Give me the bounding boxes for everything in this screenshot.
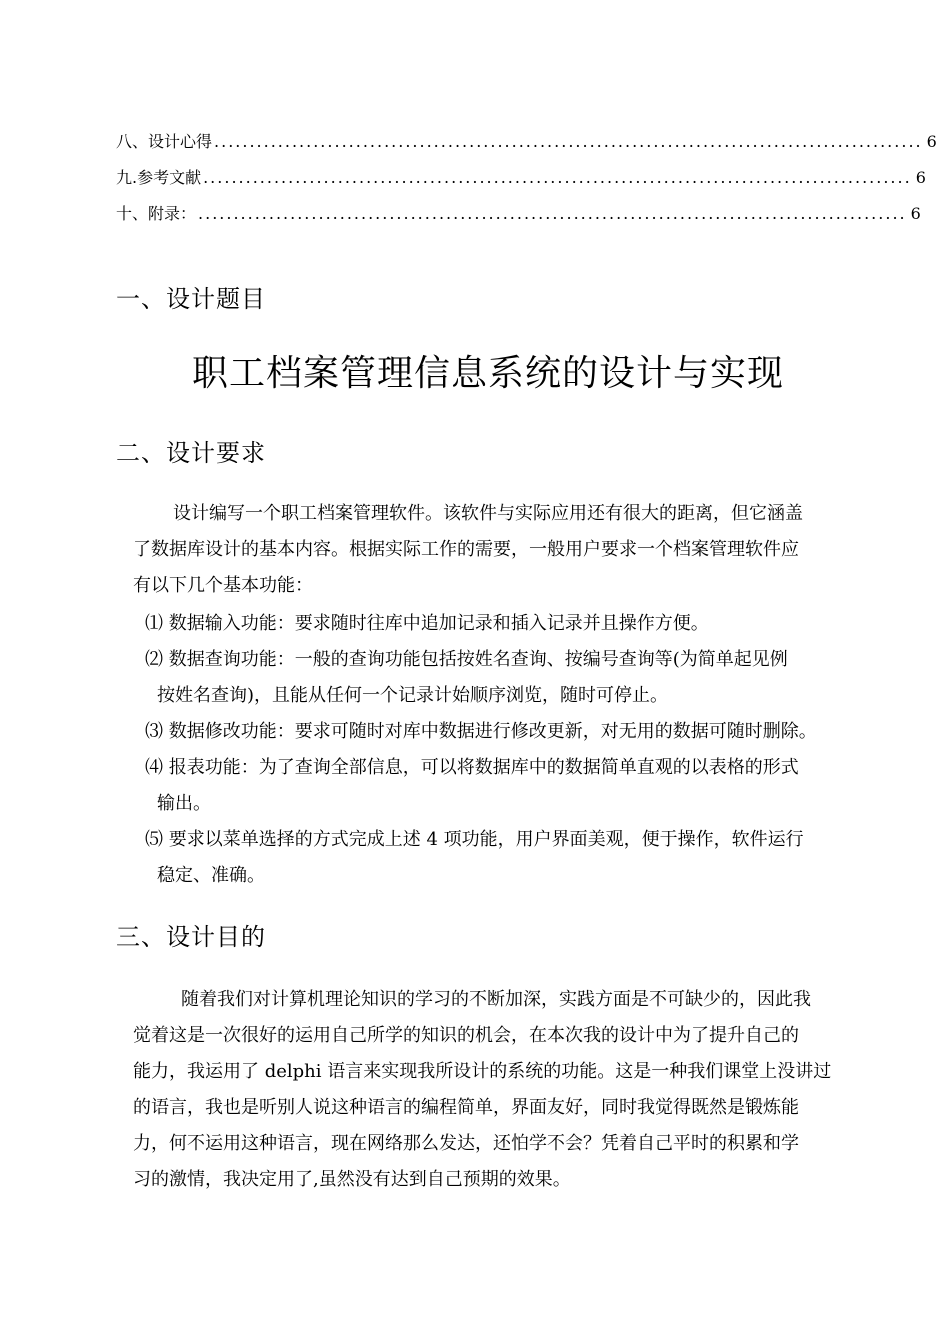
paragraph-line: 觉着这是一次很好的运用自己所学的知识的机会，在本次我的设计中为了提升自己的 [133, 1025, 799, 1046]
list-item-line: 输出。 [157, 793, 211, 814]
toc-entry-title: 十、附录： [116, 204, 197, 223]
list-item-line: 按姓名查询)，且能从任何一个记录计始顺序浏览，随时可停止。 [157, 685, 669, 706]
list-item-line: ⑸ 要求以菜单选择的方式完成上述 4 项功能，用户界面美观，便于操作，软件运行 [145, 829, 804, 850]
toc-page-number: 6 [926, 132, 937, 151]
paragraph-line: 习的激情，我决定用了,虽然没有达到自己预期的效果。 [133, 1169, 571, 1190]
list-item-line: ⑴ 数据输入功能：要求随时往库中追加记录和插入记录并且操作方便。 [145, 613, 709, 634]
list-item [145, 750, 860, 822]
paragraph-line: 设计编写一个职工档案管理软件。该软件与实际应用还有很大的距离，但它涵盖 [173, 503, 803, 524]
toc-dot-leader: .................................................................................................... [203, 168, 912, 187]
section-heading-design-topic: 一、设计题目 [116, 285, 266, 313]
paragraph-line: 的语言，我也是听别人说这种语言的编程简单，界面友好，同时我觉得既然是锻炼能 [133, 1097, 799, 1118]
toc-entry-title: 九.参考文献 [116, 168, 202, 187]
document-title: 职工档案管理信息系统的设计与实现 [191, 353, 784, 394]
table-of-contents [116, 124, 937, 232]
toc-entry-title: 八、设计心得 [116, 132, 213, 151]
list-item [145, 642, 860, 714]
list-item-line: ⑷ 报表功能：为了查询全部信息，可以将数据库中的数据简单直观的以表格的形式 [145, 757, 799, 778]
list-item-line: ⑵ 数据查询功能：一般的查询功能包括按姓名查询、按编号查询等(为简单起见例 [145, 649, 788, 670]
design-purpose-paragraph [133, 982, 860, 1198]
toc-entry[interactable] [116, 124, 937, 160]
toc-entry[interactable] [116, 196, 921, 232]
section-heading-design-purpose: 三、设计目的 [116, 923, 266, 951]
list-item [145, 714, 860, 750]
requirements-list [145, 606, 860, 894]
list-item [145, 606, 860, 642]
requirements-intro-paragraph [133, 496, 860, 604]
section-heading-design-requirements: 二、设计要求 [116, 439, 266, 467]
paragraph-line: 有以下几个基本功能： [133, 575, 313, 596]
list-item-line: ⑶ 数据修改功能：要求可随时对库中数据进行修改更新，对无用的数据可随时删除。 [145, 721, 817, 742]
toc-page-number: 6 [910, 204, 921, 223]
paragraph-line: 了数据库设计的基本内容。根据实际工作的需要，一般用户要求一个档案管理软件应 [133, 539, 799, 560]
paragraph-line: 力，何不运用这种语言，现在网络那么发达，还怕学不会？凭着自己平时的积累和学 [133, 1133, 799, 1154]
paragraph-line: 随着我们对计算机理论知识的学习的不断加深，实践方面是不可缺少的，因此我 [181, 989, 811, 1010]
toc-page-number: 6 [915, 168, 926, 187]
paragraph-line: 能力，我运用了 delphi 语言来实现我所设计的系统的功能。这是一种我们课堂上没讲过 [133, 1061, 832, 1082]
list-item [145, 822, 860, 894]
toc-entry[interactable] [116, 160, 926, 196]
toc-dot-leader: .................................................................................................... [198, 204, 907, 223]
list-item-line: 稳定、准确。 [157, 865, 265, 886]
toc-dot-leader: .................................................................................................... [214, 132, 923, 151]
